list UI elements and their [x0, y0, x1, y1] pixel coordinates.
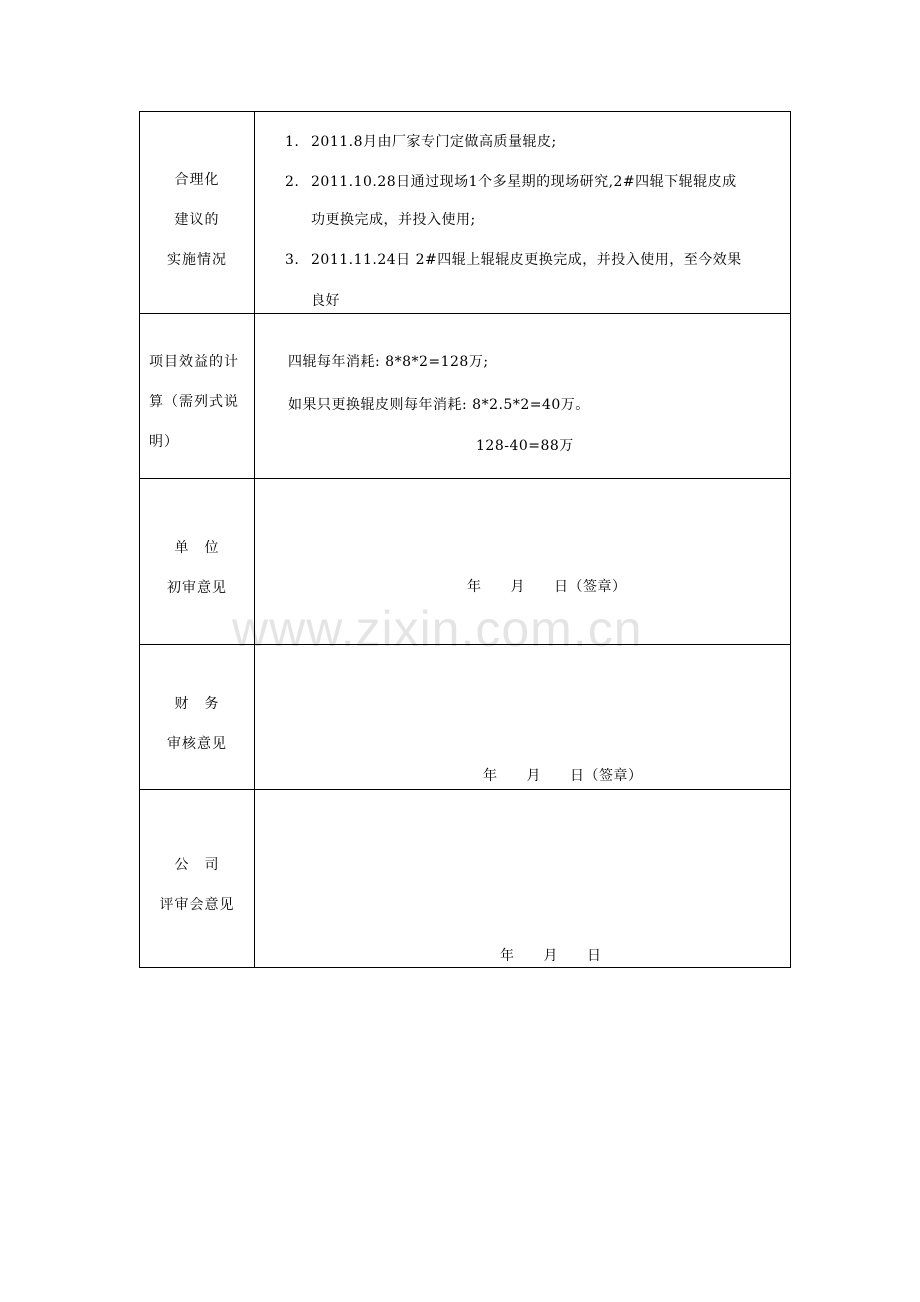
signature-date: 年 月 日: [500, 948, 602, 964]
row-finance-review: [140, 645, 791, 790]
list-item-continuation: 功更换完成，并投入使用;: [311, 212, 476, 228]
proposal-form-table: [139, 111, 791, 968]
label-finance-review: [140, 645, 255, 790]
label-implementation: [140, 112, 255, 314]
label-benefit: [140, 314, 255, 479]
content-unit-review: [255, 479, 791, 645]
row-implementation: [140, 112, 791, 314]
list-item: 1. 2011.8月由厂家专门定做高质量辊皮;: [285, 134, 557, 150]
row-unit-review: [140, 479, 791, 645]
label-line: 明）: [149, 434, 179, 450]
label-line: 财 务: [174, 696, 220, 712]
label-line: 项目效益的计: [149, 354, 239, 370]
label-line: 算（需列式说: [149, 394, 239, 410]
benefit-line: 如果只更换辊皮则每年消耗: 8*2.5*2=40万。: [288, 397, 590, 413]
label-line: 审核意见: [167, 736, 227, 752]
label-line: 合理化: [174, 172, 220, 188]
label-company-review: [140, 790, 255, 968]
label-line: 初审意见: [167, 580, 227, 596]
content-benefit: [255, 314, 791, 479]
benefit-result: 128-40=88万: [476, 438, 574, 454]
benefit-line: 四辊每年消耗: 8*8*2=128万;: [288, 354, 489, 370]
label-line: 建议的: [174, 212, 220, 228]
list-item-continuation: 良好: [311, 293, 340, 309]
list-item: 3. 2011.11.24日 2#四辊上辊辊皮更换完成，并投入使用，至今效果: [285, 252, 742, 268]
label-line: 实施情况: [167, 252, 227, 268]
watermark: www.zixin.com.cn: [232, 601, 643, 657]
signature-date: 年 月 日（签章）: [467, 579, 627, 595]
signature-date: 年 月 日（签章）: [483, 768, 643, 784]
label-line: 公 司: [174, 857, 220, 873]
row-company-review: [140, 790, 791, 968]
content-company-review: [255, 790, 791, 968]
label-unit-review: [140, 479, 255, 645]
label-line: 单 位: [174, 540, 220, 556]
row-benefit: [140, 314, 791, 479]
label-line: 评审会意见: [159, 897, 235, 913]
content-finance-review: [255, 645, 791, 790]
content-implementation: [255, 112, 791, 314]
list-item: 2. 2011.10.28日通过现场1个多星期的现场研究,2#四辊下辊辊皮成: [285, 174, 737, 190]
